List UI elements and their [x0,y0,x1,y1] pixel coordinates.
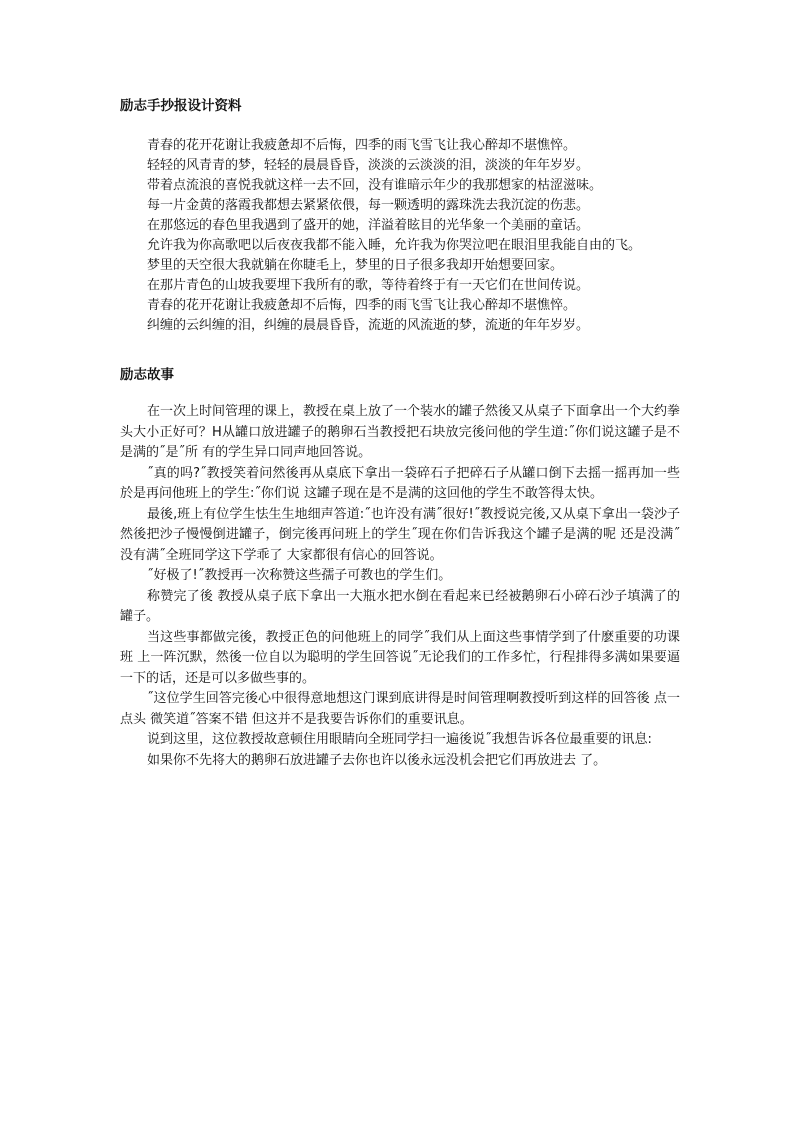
story-block [120,402,680,771]
poem-line: 在那片青色的山坡我要埋下我所有的歌，等待着终于有一天它们在世间传说。 [147,278,590,293]
poem-line: 每一片金黄的落霞我都想去紧紧依偎，每一颗透明的露珠洗去我沉淀的伤悲。 [147,198,590,213]
story-paragraph: ˝好极了!˝教授再一次称赞这些孺子可教也的学生们。 [147,568,452,583]
section-title-inspirational-story: 励志故事 [120,367,174,383]
story-paragraph: 当这些事都做完後，教授正色的问他班上的同学˝我们从上面这些事情学到了什麽重要的功课班 上一阵沉默，然後一位自以为聪明的学生回答说˝无论我们的工作多忙，行程排得多满如果要逼一下的话，还是可以多做些事的。 [120,629,680,686]
story-paragraph: 最後,班上有位学生怯生生地细声答道:˝也许没有满˝很好!˝教授说完後,又从桌下拿出一袋沙子然後把沙子慢慢倒进罐子，倒完後再问班上的学生˝现在你们告诉我这个罐子是满的呢 还是没满˝没有满˝全班同学这下学乖了 大家都很有信心的回答说。 [120,506,680,563]
poem-line: 纠缠的云纠缠的泪，纠缠的晨晨昏昏，流逝的风流逝的梦，流逝的年年岁岁。 [147,318,590,333]
story-paragraph: ˝真的吗?˝教授笑着问然後再从桌底下拿出一袋碎石子把碎石子从罐口倒下去摇一摇再加一些於是再问他班上的学生:˝你们说 这罐子现在是不是满的这回他的学生不敢答得太快。 [120,465,680,501]
story-paragraph: 说到这里，这位教授故意顿住用眼睛向全班同学扫一遍後说˝我想告诉各位最重要的讯息: [147,732,652,747]
poem-line: 带着点流浪的喜悦我就这样一去不回，没有谁暗示年少的我那想家的枯涩滋味。 [147,178,603,193]
poem-line: 梦里的天空很大我就躺在你睫毛上，梦里的日子很多我却开始想要回家。 [147,258,564,273]
poem-line: 青春的花开花谢让我疲惫却不后悔，四季的雨飞雪飞让我心醉却不堪憔悴。 [147,298,577,313]
story-paragraph: ˝这位学生回答完後心中很得意地想这门课到底讲得是时间管理啊教授听到这样的回答後 点一点头 微笑道˝答案不错 但这并不是我要告诉你们的重要讯息。 [120,691,680,727]
poem-line: 青春的花开花谢让我疲惫却不后悔，四季的雨飞雪飞让我心醉却不堪憔悴。 [147,138,577,153]
section-title-design-material: 励志手抄报设计资料 [120,98,242,114]
poem-line: 允许我为你高歌吧以后夜夜我都不能入睡，允许我为你哭泣吧在眼泪里我能自由的飞。 [147,238,642,253]
story-paragraph: 在一次上时间管理的课上，教授在桌上放了一个装水的罐子然後又从桌子下面拿出一个大约拳头大小正好可？H从罐口放进罐子的鹅卵石当教授把石块放完後问他的学生道:˝你们说这罐子是不是满的˝是˝所 有的学生异口同声地回答说。 [120,404,681,460]
poem-line: 轻轻的风青青的梦，轻轻的晨晨昏昏，淡淡的云淡淡的泪，淡淡的年年岁岁。 [147,158,590,173]
story-paragraph: 称赞完了後 教授从桌子底下拿出一大瓶水把水倒在看起来已经被鹅卵石小碎石沙子填满了的罐子。 [120,588,680,624]
poem-line: 在那悠远的春色里我遇到了盛开的她，洋溢着眩目的光华象一个美丽的童话。 [147,218,590,233]
story-paragraph: 如果你不先将大的鹅卵石放进罐子去你也许以後永远没机会把它们再放进去 了。 [147,752,607,768]
poem-block [147,136,707,336]
